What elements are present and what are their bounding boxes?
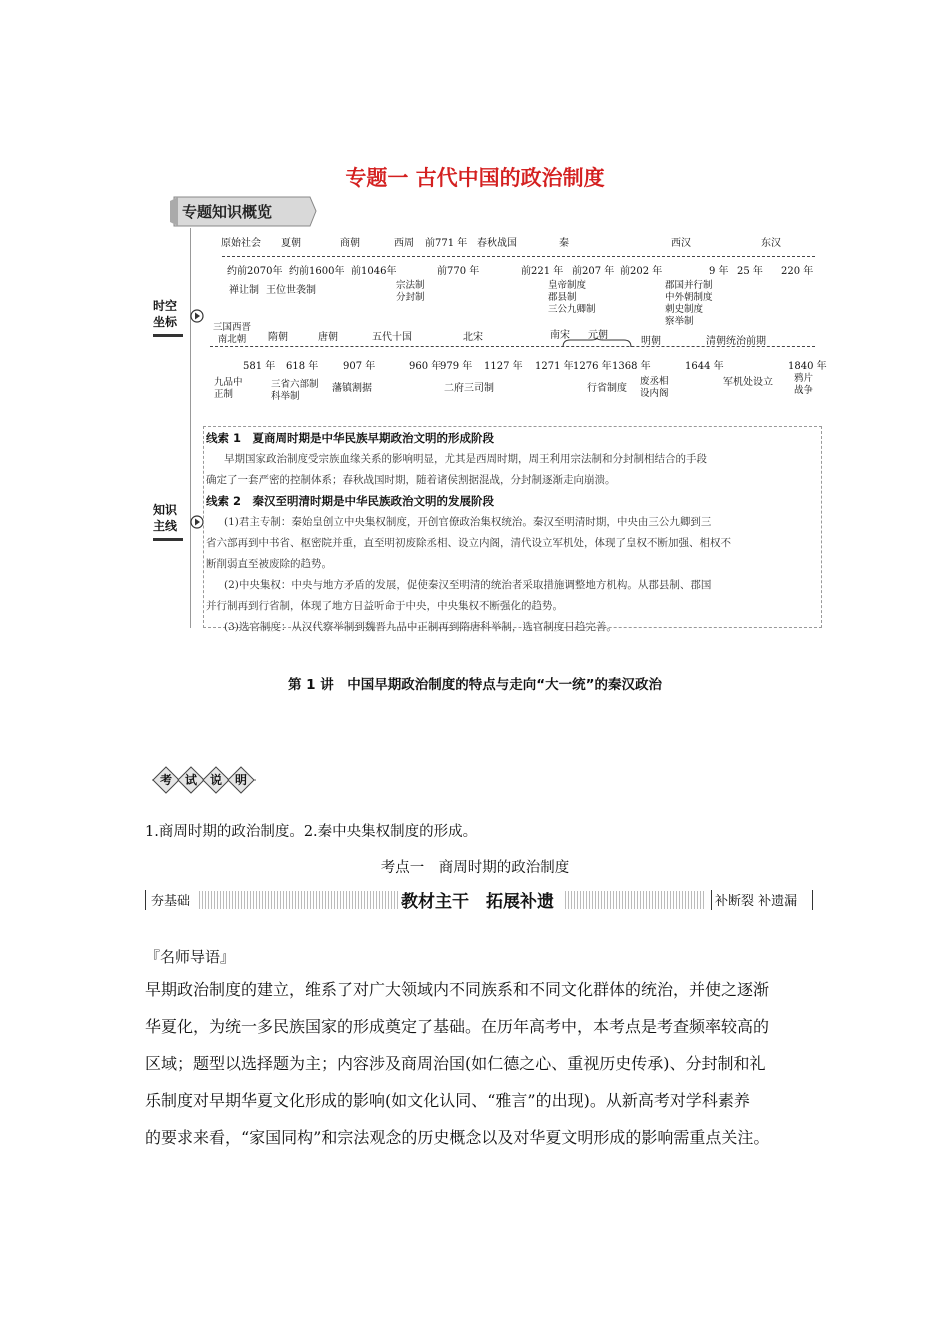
clues-content xyxy=(206,428,818,638)
clue-line: 省六部再到中书省、枢密院并重，直至明初废除丞相、设立内阁，清代设立军机处，体现了皇权不断加强、相权不 xyxy=(206,537,731,549)
exam-points: 1.商周时期的政治制度。2.秦中央集权制度的形成。 xyxy=(145,824,478,840)
system-group: 鸦片 战争 xyxy=(794,373,814,396)
date: 1271 年 xyxy=(535,361,574,372)
date: 前202 年 xyxy=(620,266,663,277)
system: 二府三司制 xyxy=(444,383,494,394)
date: 618 年 xyxy=(286,361,319,372)
system-group: 废丞相 设内阁 xyxy=(640,376,669,399)
bar-left: 夯基础 xyxy=(151,894,191,909)
period: 春秋战国 xyxy=(477,238,517,249)
play-arrow-icon xyxy=(190,515,204,529)
guide-line xyxy=(190,228,191,628)
guide-line: 乐制度对早期华夏文化形成的影响(如文化认同、“雅言”的出现)。从新高考对学科素养 xyxy=(145,1091,750,1110)
timeline-axis-1 xyxy=(222,256,815,257)
side-underline xyxy=(153,538,183,541)
date: 1368 年 xyxy=(612,361,651,372)
period: 秦 xyxy=(559,238,569,249)
system-group: 宗法制 分封制 xyxy=(396,280,425,303)
clue-line: (2)中央集权：中央与地方矛盾的发展，促使秦汉至明清的统治者采取措施调整地方机构。从郡县制、郡国 xyxy=(224,579,712,591)
clue-line: 并行制再到行省制，体现了地方日益听命于中央，中央集权不断强化的趋势。 xyxy=(206,600,563,612)
system-group: 九品中 正制 xyxy=(214,377,243,400)
period: 五代十国 xyxy=(372,332,412,343)
period-group: 三国西晋 南北朝 xyxy=(213,322,252,345)
kaodian-title: 考点一 商周时期的政治制度 xyxy=(380,860,570,876)
date: 1127 年 xyxy=(484,361,523,372)
clue-line: 确定了一套严密的控制体系；春秋战国时期，随着诸侯割据混战，分封制逐渐走向崩溃。 xyxy=(206,474,616,486)
period: 前771 年 xyxy=(425,238,468,249)
date: 960 年 xyxy=(409,361,442,372)
system-group: 三省六部制 科举制 xyxy=(271,379,319,402)
bar-center: 教材主干 拓展补遗 xyxy=(401,892,554,912)
diamond-badge-icon: 考 试 说 明 xyxy=(148,763,260,797)
period: 清朝统治前期 xyxy=(706,336,766,347)
date: 979 年 xyxy=(440,361,473,372)
date: 25 年 xyxy=(737,266,763,277)
clue-line: (1)君主专制：秦始皇创立中央集权制度，开创官僚政治集权统治。秦汉至明清时期，中央由三公九卿到三 xyxy=(224,516,712,528)
system: 藩镇割据 xyxy=(332,383,372,394)
clues-side-label: 知识 主线 xyxy=(153,503,178,533)
period: 原始社会 xyxy=(221,238,261,249)
clue-2-title: 线索 2 秦汉至明清时期是中华民族政治文明的发展阶段 xyxy=(206,494,495,508)
period: 东汉 xyxy=(761,238,781,249)
date: 9 年 xyxy=(709,266,729,277)
system: 王位世袭制 xyxy=(266,285,316,296)
date: 1840 年 xyxy=(788,361,827,372)
period: 夏朝 xyxy=(281,238,301,249)
system: 禅让制 xyxy=(229,285,259,296)
guide-title: 『名师导语』 xyxy=(145,948,236,966)
side-underline xyxy=(153,334,183,337)
period: 唐朝 xyxy=(318,332,338,343)
date: 1276 年 xyxy=(573,361,612,372)
date: 1644 年 xyxy=(685,361,724,372)
clue-line: 断削弱直至被废除的趋势。 xyxy=(206,558,332,570)
clue-1-title: 线索 1 夏商周时期是中华民族早期政治文明的形成阶段 xyxy=(206,431,495,445)
system-group: 郡国并行制 中外朝制度 刺史制度 察举制 xyxy=(665,280,713,327)
period: 西周 xyxy=(394,238,414,249)
period: 元朝 xyxy=(588,330,608,341)
date: 前770 年 xyxy=(437,266,480,277)
bar-right: 补断裂 补遗漏 xyxy=(715,894,798,909)
system: 军机处设立 xyxy=(723,377,773,388)
period: 南宋 xyxy=(550,330,570,341)
guide-line: 华夏化，为统一多民族国家的形成奠定了基础。在历年高考中，本考点是考查频率较高的 xyxy=(145,1017,770,1036)
date: 220 年 xyxy=(781,266,814,277)
date: 前1046年 xyxy=(351,266,397,277)
date: 907 年 xyxy=(343,361,376,372)
period: 隋朝 xyxy=(268,332,288,343)
page-title: 专题一 古代中国的政治制度 xyxy=(345,166,605,190)
guide-paragraph xyxy=(145,971,769,1156)
system: 行省制度 xyxy=(587,383,627,394)
date: 前221 年 xyxy=(521,266,564,277)
period: 明朝 xyxy=(641,336,661,347)
date: 581 年 xyxy=(243,361,276,372)
lecture-title: 第 1 讲 中国早期政治制度的特点与走向“大一统”的秦汉政治 xyxy=(287,677,663,693)
banner-label: 专题知识概览 xyxy=(182,203,273,221)
period: 西汉 xyxy=(671,238,691,249)
guide-line: 区域；题型以选择题为主；内容涉及商周治国(如仁德之心、重视历史传承)、分封制和礼 xyxy=(145,1054,766,1073)
date: 前207 年 xyxy=(572,266,615,277)
overview-banner xyxy=(170,195,318,228)
system-group: 皇帝制度 郡县制 三公九卿制 xyxy=(548,280,596,315)
section-bar xyxy=(145,887,813,913)
clue-line: (3)选官制度：从汉代察举制到魏晋九品中正制再到隋唐科举制，选官制度日趋完善。 xyxy=(224,621,617,633)
guide-line: 早期政治制度的建立，维系了对广大领域内不同族系和不同文化群体的统治，并使之逐渐 xyxy=(145,980,770,999)
play-arrow-icon xyxy=(190,309,204,323)
guide-line: 的要求来看，“家国同构”和宗法观念的历史概念以及对华夏文明形成的影响需重点关注。 xyxy=(145,1128,770,1147)
clue-line: 早期国家政治制度受宗族血缘关系的影响明显，尤其是西周时期，周王利用宗法制和分封制相结合的手段 xyxy=(224,453,707,465)
date: 约前2070年 xyxy=(227,266,283,277)
period: 商朝 xyxy=(340,238,360,249)
timeline-side-label: 时空 坐标 xyxy=(153,299,178,329)
period: 北宋 xyxy=(463,332,483,343)
date: 约前1600年 xyxy=(289,266,345,277)
